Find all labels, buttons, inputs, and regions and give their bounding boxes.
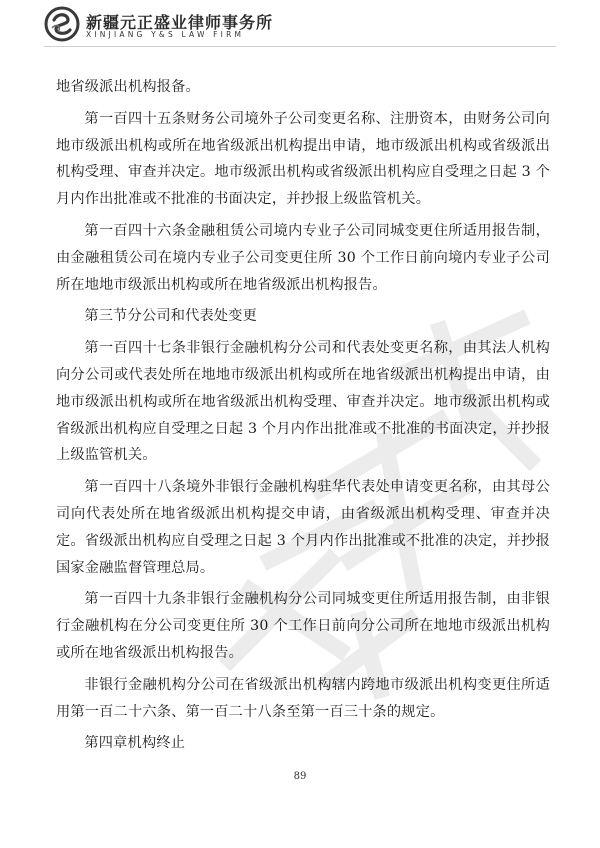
article-146: 第一百四十六条金融租赁公司境内专业子公司同城变更住所适用报告制，由金融租赁公司在境内专业子公司变更住所 30 个工作日前向境内专业子公司所在地地市级派出机构或所在地省级派出机构报告。	[56, 222, 550, 293]
article-148: 第一百四十八条境外非银行金融机构驻华代表处申请变更名称，由其母公司向代表处所在地省级派出机构提交申请，由省级派出机构受理、审查并决定。省级派出机构应自受理之日起 3 个月内作出批准或不批准的决定，并抄报国家金融监督管理总局。	[56, 479, 550, 576]
paragraph: 非银行金融机构分公司在省级派出机构辖内跨地市级派出机构变更住所适用第一百二十六条、第一百二十八条至第一百三十条的规定。	[56, 676, 550, 720]
chapter-heading: 第四章机构终止	[84, 735, 186, 752]
page-header	[44, 6, 304, 46]
article-145: 第一百四十五条财务公司境外子公司变更名称、注册资本，由财务公司向地市级派出机构或所在地省级派出机构提出申请，地市级派出机构或省级派出机构受理、审查并决定。地市级派出机构或省级派出机构应自受理之日起 3 个月内作出批准或不批准的书面决定，并抄报上级监管机关。	[56, 110, 550, 208]
document-body	[56, 74, 550, 762]
firm-name-en: XINJIANG Y&S LAW FIRM	[86, 30, 245, 39]
page-number: 89	[293, 771, 307, 782]
article-149: 第一百四十九条非银行金融机构分公司同城变更住所适用报告制，由非银行金融机构在分公司变更住所 30 个工作日前向分公司所在地地市级派出机构或所在地省级派出机构报告。	[56, 591, 550, 661]
paragraph: 地省级派出机构报备。	[56, 79, 200, 95]
section-heading: 第三节分公司和代表处变更	[84, 308, 258, 325]
header-divider	[44, 46, 556, 47]
article-147: 第一百四十七条非银行金融机构分公司和代表处变更名称，由其法人机构向分公司或代表处所在地地市级派出机构或所在地省级派出机构提出申请，由地市级派出机构或所在地省级派出机构受理、审查并决定。地市级派出机构或省级派出机构应自受理之日起 3 个月内作出批准或不批准的书面决定，并抄报上级监管机关。	[56, 340, 550, 464]
firm-name: 新疆元正盛业律师事务所	[86, 13, 274, 32]
firm-logo-icon	[44, 6, 80, 42]
